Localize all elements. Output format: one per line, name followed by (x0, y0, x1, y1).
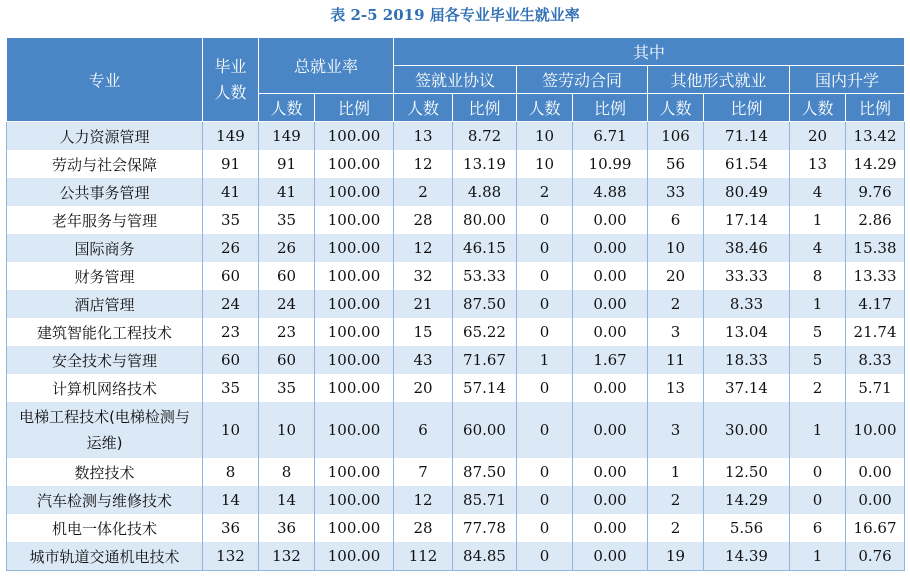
agreement-ratio-cell: 80.00 (453, 206, 517, 234)
table-row (7, 318, 905, 346)
contract-ratio-cell: 4.88 (573, 178, 648, 206)
contract-count-cell: 0 (517, 290, 573, 318)
other-count-cell: 33 (648, 178, 704, 206)
other-count-cell: 2 (648, 290, 704, 318)
total-count-cell: 26 (259, 234, 315, 262)
header-ratio: 比例 (573, 94, 648, 122)
study-ratio-cell: 0.76 (846, 542, 905, 571)
total-count-cell: 41 (259, 178, 315, 206)
agreement-count-cell: 43 (394, 346, 453, 374)
study-count-cell: 5 (790, 318, 846, 346)
agreement-ratio-cell: 13.19 (453, 150, 517, 178)
study-ratio-cell: 15.38 (846, 234, 905, 262)
table-row (7, 514, 905, 542)
table-row (7, 122, 905, 151)
study-count-cell: 2 (790, 374, 846, 402)
total-count-cell: 23 (259, 318, 315, 346)
agreement-count-cell: 12 (394, 150, 453, 178)
major-cell: 酒店管理 (7, 290, 203, 318)
study-count-cell: 5 (790, 346, 846, 374)
study-ratio-cell: 2.86 (846, 206, 905, 234)
agreement-count-cell: 13 (394, 122, 453, 151)
contract-count-cell: 10 (517, 122, 573, 151)
major-cell: 电梯工程技术(电梯检测与运维) (7, 402, 203, 458)
other-count-cell: 10 (648, 234, 704, 262)
total-ratio-cell: 100.00 (315, 486, 394, 514)
study-count-cell: 0 (790, 458, 846, 486)
study-count-cell: 13 (790, 150, 846, 178)
total-count-cell: 14 (259, 486, 315, 514)
graduates-cell: 24 (203, 290, 259, 318)
study-ratio-cell: 0.00 (846, 458, 905, 486)
header-count: 人数 (648, 94, 704, 122)
header-total-employment: 总就业率 (259, 38, 394, 94)
contract-ratio-cell: 0.00 (573, 458, 648, 486)
other-count-cell: 11 (648, 346, 704, 374)
major-cell: 建筑智能化工程技术 (7, 318, 203, 346)
agreement-count-cell: 15 (394, 318, 453, 346)
contract-count-cell: 0 (517, 514, 573, 542)
graduates-cell: 91 (203, 150, 259, 178)
other-count-cell: 1 (648, 458, 704, 486)
study-ratio-cell: 5.71 (846, 374, 905, 402)
header-ratio: 比例 (704, 94, 790, 122)
total-ratio-cell: 100.00 (315, 262, 394, 290)
contract-count-cell: 0 (517, 458, 573, 486)
major-cell: 国际商务 (7, 234, 203, 262)
agreement-ratio-cell: 84.85 (453, 542, 517, 571)
contract-count-cell: 0 (517, 542, 573, 571)
agreement-count-cell: 28 (394, 206, 453, 234)
major-cell: 公共事务管理 (7, 178, 203, 206)
contract-count-cell: 0 (517, 374, 573, 402)
total-ratio-cell: 100.00 (315, 206, 394, 234)
contract-count-cell: 0 (517, 402, 573, 458)
agreement-ratio-cell: 46.15 (453, 234, 517, 262)
agreement-count-cell: 112 (394, 542, 453, 571)
table-row (7, 290, 905, 318)
total-ratio-cell: 100.00 (315, 458, 394, 486)
table-row (7, 346, 905, 374)
total-count-cell: 91 (259, 150, 315, 178)
agreement-count-cell: 20 (394, 374, 453, 402)
header-ratio: 比例 (846, 94, 905, 122)
total-ratio-cell: 100.00 (315, 514, 394, 542)
contract-count-cell: 0 (517, 318, 573, 346)
contract-ratio-cell: 10.99 (573, 150, 648, 178)
total-ratio-cell: 100.00 (315, 374, 394, 402)
table-row (7, 262, 905, 290)
header-count: 人数 (394, 94, 453, 122)
total-count-cell: 10 (259, 402, 315, 458)
contract-count-cell: 0 (517, 486, 573, 514)
other-count-cell: 3 (648, 402, 704, 458)
table-row (7, 234, 905, 262)
total-count-cell: 24 (259, 290, 315, 318)
study-ratio-cell: 13.33 (846, 262, 905, 290)
total-ratio-cell: 100.00 (315, 542, 394, 571)
other-count-cell: 20 (648, 262, 704, 290)
employment-rate-table (6, 37, 905, 571)
graduates-cell: 132 (203, 542, 259, 571)
contract-ratio-cell: 0.00 (573, 514, 648, 542)
agreement-ratio-cell: 87.50 (453, 458, 517, 486)
total-ratio-cell: 100.00 (315, 318, 394, 346)
header-count: 人数 (517, 94, 573, 122)
graduates-cell: 36 (203, 514, 259, 542)
header-group-further-study: 国内升学 (790, 66, 905, 94)
contract-ratio-cell: 0.00 (573, 234, 648, 262)
other-ratio-cell: 12.50 (704, 458, 790, 486)
contract-ratio-cell: 0.00 (573, 374, 648, 402)
major-cell: 汽车检测与维修技术 (7, 486, 203, 514)
total-count-cell: 149 (259, 122, 315, 151)
major-cell: 机电一体化技术 (7, 514, 203, 542)
total-count-cell: 60 (259, 262, 315, 290)
study-count-cell: 20 (790, 122, 846, 151)
major-cell: 老年服务与管理 (7, 206, 203, 234)
table-row (7, 206, 905, 234)
total-count-cell: 60 (259, 346, 315, 374)
agreement-ratio-cell: 57.14 (453, 374, 517, 402)
agreement-count-cell: 32 (394, 262, 453, 290)
other-count-cell: 19 (648, 542, 704, 571)
table-row (7, 542, 905, 571)
agreement-count-cell: 12 (394, 486, 453, 514)
major-cell: 城市轨道交通机电技术 (7, 542, 203, 571)
header-group-contract: 签劳动合同 (517, 66, 648, 94)
total-ratio-cell: 100.00 (315, 402, 394, 458)
study-count-cell: 0 (790, 486, 846, 514)
study-count-cell: 4 (790, 234, 846, 262)
agreement-ratio-cell: 85.71 (453, 486, 517, 514)
agreement-count-cell: 28 (394, 514, 453, 542)
other-ratio-cell: 17.14 (704, 206, 790, 234)
graduates-cell: 149 (203, 122, 259, 151)
other-ratio-cell: 13.04 (704, 318, 790, 346)
study-count-cell: 8 (790, 262, 846, 290)
header-group-other: 其他形式就业 (648, 66, 790, 94)
contract-count-cell: 2 (517, 178, 573, 206)
other-ratio-cell: 5.56 (704, 514, 790, 542)
other-count-cell: 2 (648, 486, 704, 514)
header-count: 人数 (259, 94, 315, 122)
graduates-cell: 35 (203, 374, 259, 402)
study-count-cell: 1 (790, 542, 846, 571)
major-cell: 数控技术 (7, 458, 203, 486)
other-ratio-cell: 80.49 (704, 178, 790, 206)
total-ratio-cell: 100.00 (315, 150, 394, 178)
header-count: 人数 (790, 94, 846, 122)
agreement-count-cell: 2 (394, 178, 453, 206)
agreement-ratio-cell: 53.33 (453, 262, 517, 290)
contract-ratio-cell: 1.67 (573, 346, 648, 374)
table-row (7, 458, 905, 486)
study-count-cell: 1 (790, 290, 846, 318)
table-row (7, 150, 905, 178)
study-ratio-cell: 9.76 (846, 178, 905, 206)
major-cell: 安全技术与管理 (7, 346, 203, 374)
table-caption: 表 2-5 2019 届各专业毕业生就业率 (330, 6, 580, 24)
major-cell: 劳动与社会保障 (7, 150, 203, 178)
table-body (7, 122, 905, 571)
other-ratio-cell: 18.33 (704, 346, 790, 374)
total-count-cell: 8 (259, 458, 315, 486)
table-row (7, 486, 905, 514)
study-count-cell: 1 (790, 206, 846, 234)
other-count-cell: 56 (648, 150, 704, 178)
total-ratio-cell: 100.00 (315, 178, 394, 206)
graduates-cell: 23 (203, 318, 259, 346)
header-graduates (203, 38, 259, 122)
other-ratio-cell: 38.46 (704, 234, 790, 262)
study-ratio-cell: 4.17 (846, 290, 905, 318)
contract-count-cell: 0 (517, 234, 573, 262)
contract-count-cell: 0 (517, 206, 573, 234)
study-count-cell: 1 (790, 402, 846, 458)
other-ratio-cell: 14.39 (704, 542, 790, 571)
study-count-cell: 4 (790, 178, 846, 206)
study-count-cell: 6 (790, 514, 846, 542)
other-ratio-cell: 14.29 (704, 486, 790, 514)
study-ratio-cell: 8.33 (846, 346, 905, 374)
other-count-cell: 2 (648, 514, 704, 542)
contract-ratio-cell: 0.00 (573, 542, 648, 571)
total-count-cell: 132 (259, 542, 315, 571)
total-count-cell: 36 (259, 514, 315, 542)
study-ratio-cell: 16.67 (846, 514, 905, 542)
agreement-count-cell: 12 (394, 234, 453, 262)
total-ratio-cell: 100.00 (315, 122, 394, 151)
header-graduates-label: 毕业人数 (214, 56, 247, 102)
header-among: 其中 (394, 38, 905, 66)
contract-ratio-cell: 0.00 (573, 402, 648, 458)
header-group-agreement: 签就业协议 (394, 66, 517, 94)
contract-ratio-cell: 0.00 (573, 206, 648, 234)
agreement-ratio-cell: 65.22 (453, 318, 517, 346)
header-ratio: 比例 (315, 94, 394, 122)
contract-ratio-cell: 0.00 (573, 318, 648, 346)
table-row (7, 178, 905, 206)
major-cell: 计算机网络技术 (7, 374, 203, 402)
total-ratio-cell: 100.00 (315, 234, 394, 262)
agreement-count-cell: 21 (394, 290, 453, 318)
contract-count-cell: 10 (517, 150, 573, 178)
other-ratio-cell: 30.00 (704, 402, 790, 458)
total-ratio-cell: 100.00 (315, 346, 394, 374)
contract-count-cell: 1 (517, 346, 573, 374)
study-ratio-cell: 0.00 (846, 486, 905, 514)
total-count-cell: 35 (259, 206, 315, 234)
graduates-cell: 26 (203, 234, 259, 262)
agreement-ratio-cell: 8.72 (453, 122, 517, 151)
agreement-ratio-cell: 71.67 (453, 346, 517, 374)
agreement-count-cell: 7 (394, 458, 453, 486)
header-major: 专业 (7, 38, 203, 122)
agreement-count-cell: 6 (394, 402, 453, 458)
header-ratio: 比例 (453, 94, 517, 122)
contract-ratio-cell: 6.71 (573, 122, 648, 151)
agreement-ratio-cell: 77.78 (453, 514, 517, 542)
study-ratio-cell: 13.42 (846, 122, 905, 151)
graduates-cell: 41 (203, 178, 259, 206)
agreement-ratio-cell: 87.50 (453, 290, 517, 318)
study-ratio-cell: 21.74 (846, 318, 905, 346)
other-count-cell: 6 (648, 206, 704, 234)
other-count-cell: 3 (648, 318, 704, 346)
major-cell: 人力资源管理 (7, 122, 203, 151)
other-ratio-cell: 61.54 (704, 150, 790, 178)
agreement-ratio-cell: 60.00 (453, 402, 517, 458)
study-ratio-cell: 14.29 (846, 150, 905, 178)
major-cell: 财务管理 (7, 262, 203, 290)
other-ratio-cell: 33.33 (704, 262, 790, 290)
graduates-cell: 10 (203, 402, 259, 458)
other-ratio-cell: 37.14 (704, 374, 790, 402)
total-count-cell: 35 (259, 374, 315, 402)
graduates-cell: 60 (203, 262, 259, 290)
contract-count-cell: 0 (517, 262, 573, 290)
contract-ratio-cell: 0.00 (573, 486, 648, 514)
other-count-cell: 106 (648, 122, 704, 151)
contract-ratio-cell: 0.00 (573, 290, 648, 318)
agreement-ratio-cell: 4.88 (453, 178, 517, 206)
graduates-cell: 35 (203, 206, 259, 234)
study-ratio-cell: 10.00 (846, 402, 905, 458)
contract-ratio-cell: 0.00 (573, 262, 648, 290)
other-count-cell: 13 (648, 374, 704, 402)
table-row (7, 374, 905, 402)
graduates-cell: 14 (203, 486, 259, 514)
total-ratio-cell: 100.00 (315, 290, 394, 318)
other-ratio-cell: 8.33 (704, 290, 790, 318)
other-ratio-cell: 71.14 (704, 122, 790, 151)
table-row (7, 402, 905, 458)
graduates-cell: 60 (203, 346, 259, 374)
graduates-cell: 8 (203, 458, 259, 486)
